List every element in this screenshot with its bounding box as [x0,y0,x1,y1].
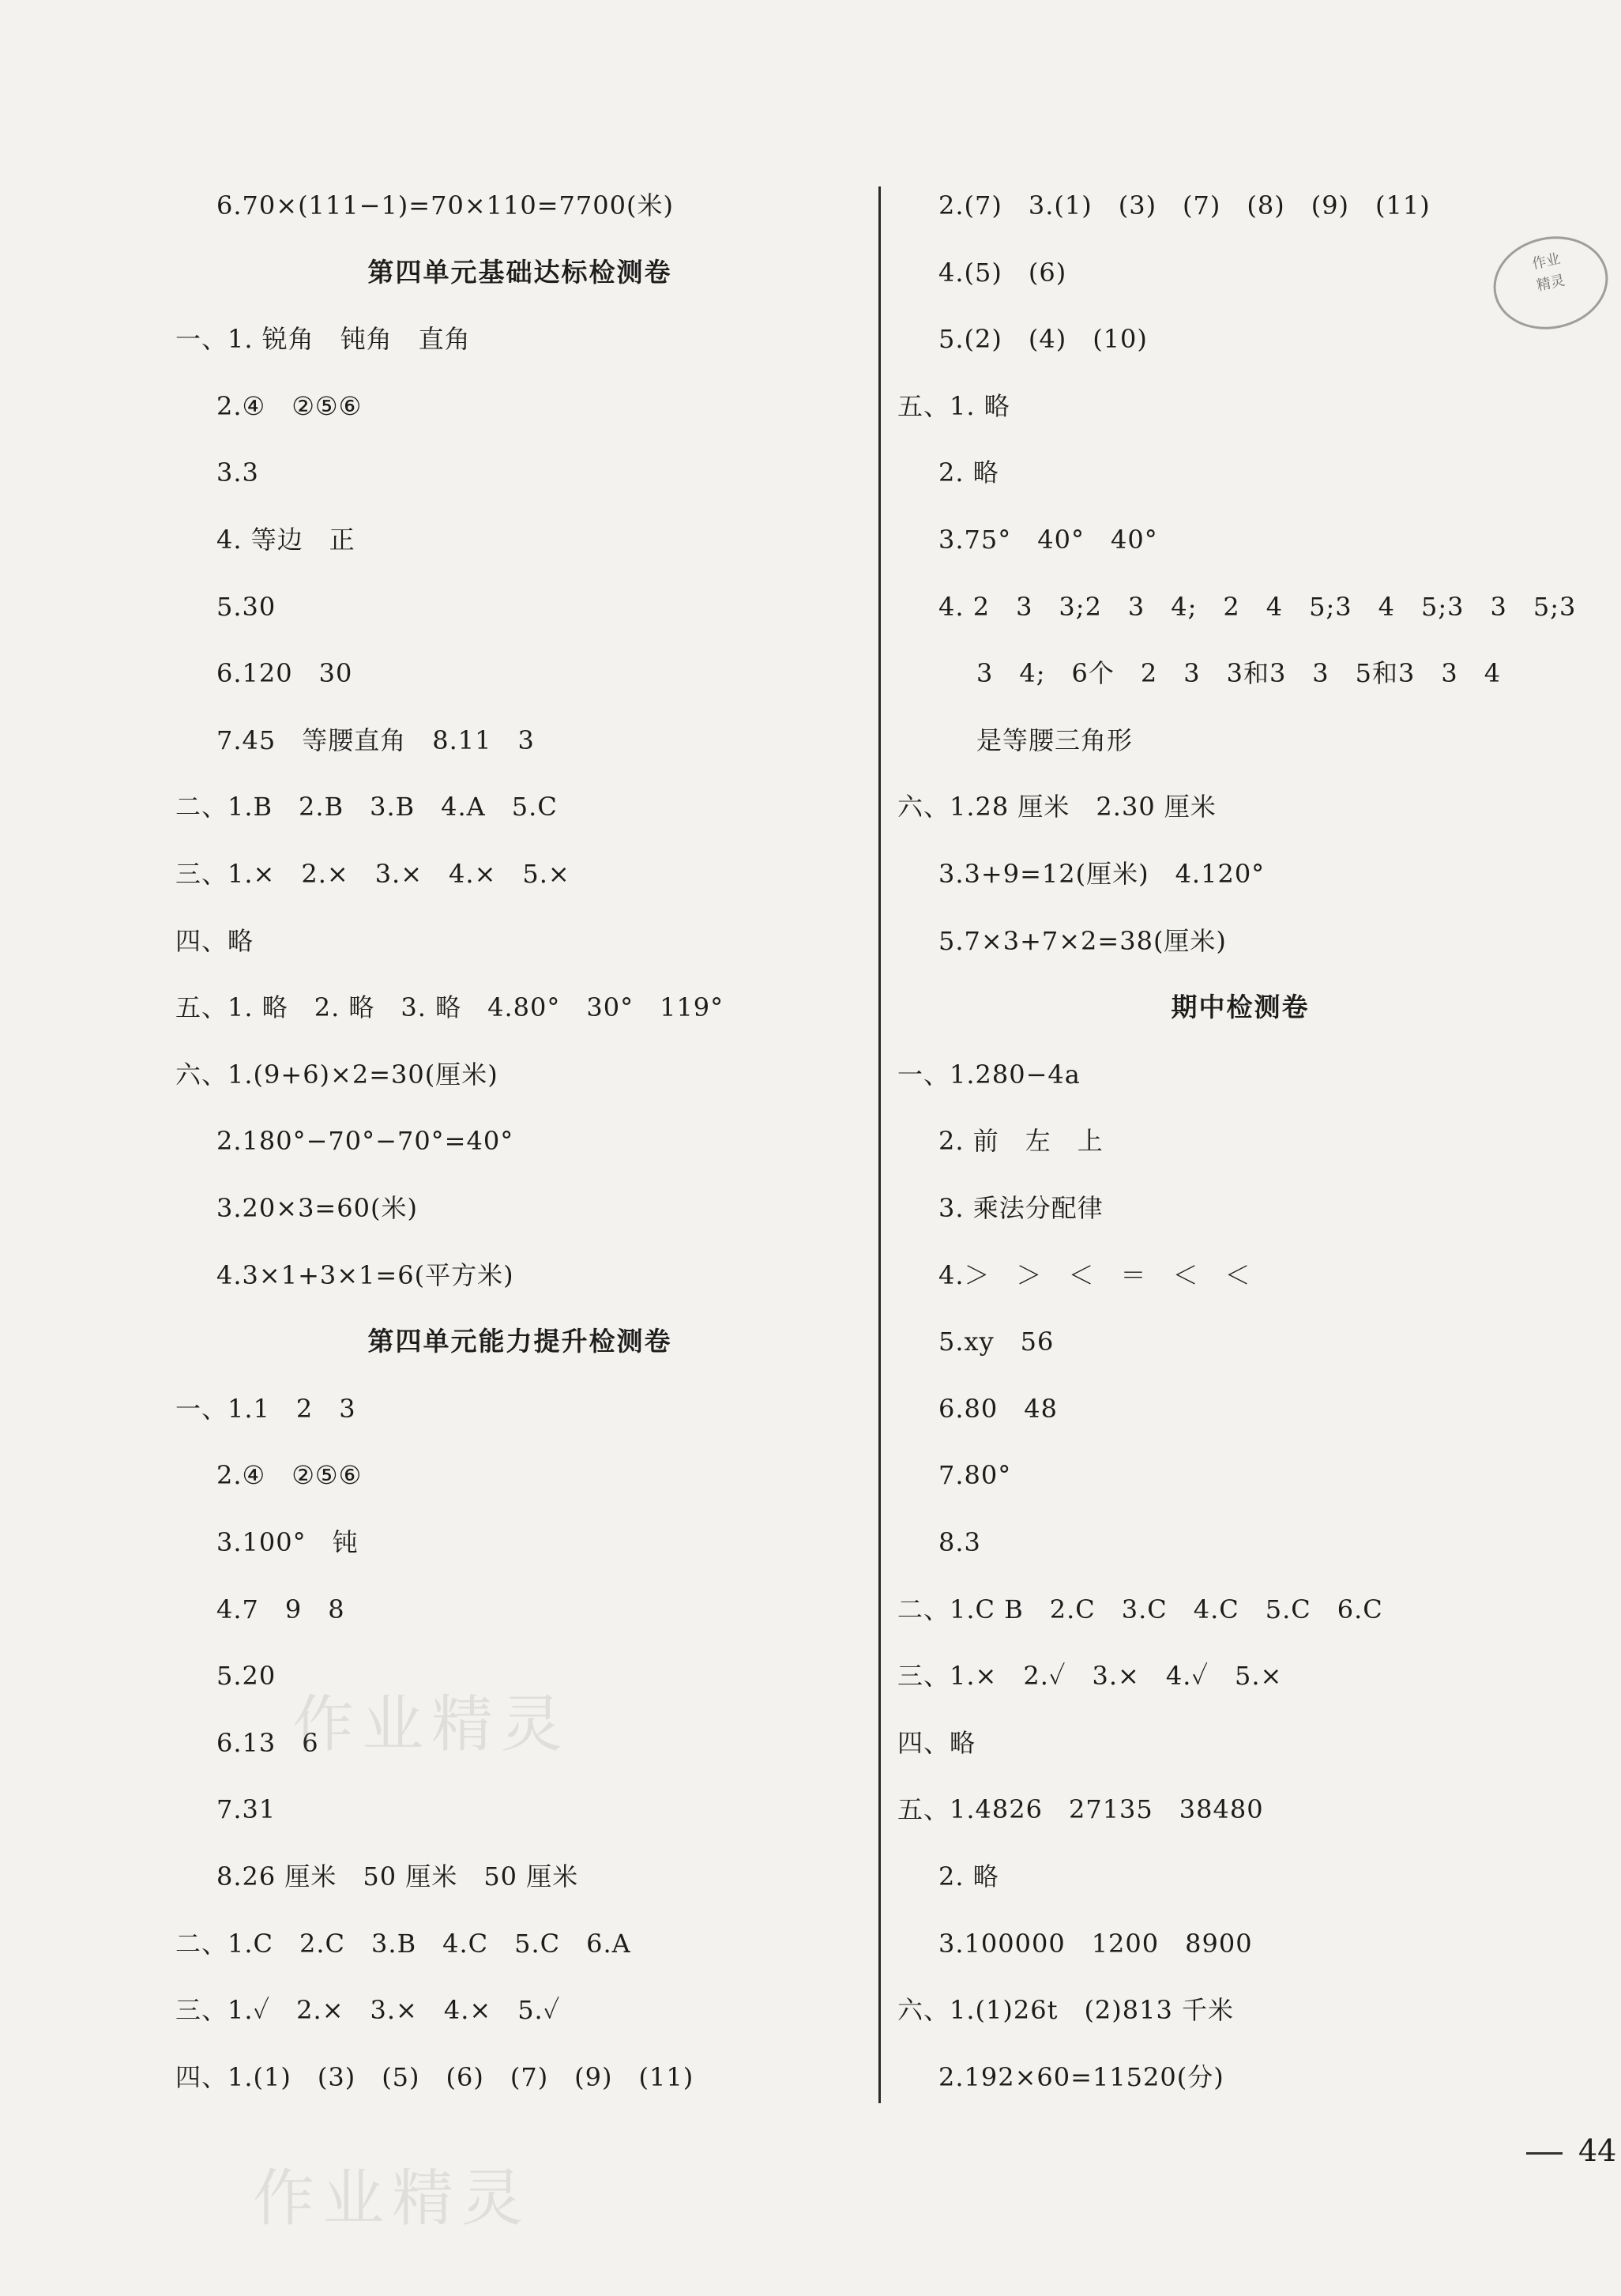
answer-line: 5.20 [216,1661,276,1692]
answer-line: 三、1.✓ 2.× 3.× 4.× 5.✓ [175,1995,561,2026]
stamp-bottom-text: 精灵 [1535,272,1566,295]
answer-line: 4. 2 3 3;2 3 4; 2 4 5;3 4 5;3 3 5;3 [938,591,1577,622]
answer-line: 2. 前 左 上 [938,1126,1104,1157]
answer-line: 5.7×3+7×2=38(厘米) [938,925,1227,956]
answer-line: 六、1.28 厘米 2.30 厘米 [897,792,1217,822]
answer-line: 2.180°−70°−70°=40° [216,1126,514,1157]
answer-line: 5.xy 56 [938,1327,1055,1357]
answer-line: 2. 略 [938,457,999,488]
watermark-text-bottom: 作业精灵 [253,2163,532,2234]
answer-line: 3.3 [216,457,259,488]
answer-line: 4.(5) (6) [938,257,1067,288]
answer-line: 四、1.(1) (3) (5) (6) (7) (9) (11) [175,2061,694,2092]
answer-line: 6.120 30 [216,658,353,689]
answer-line: 7.80° [938,1460,1012,1491]
answer-line: 四、略 [175,925,254,956]
answer-line: 3. 乘法分配律 [938,1193,1104,1223]
page-number: 44 [1578,2133,1617,2168]
column-divider [878,186,881,2103]
answer-line: 5.30 [216,591,276,622]
answer-line: 是等腰三角形 [976,725,1134,755]
answer-line: 四、略 [897,1727,976,1758]
section-heading: 第四单元基础达标检测卷 [367,256,672,288]
answer-line: 3.100000 1200 8900 [938,1928,1253,1959]
answer-line: 4.＞ ＞ ＜ ＝ ＜ ＜ [938,1259,1251,1290]
answer-line: 三、1.× 2.× 3.× 4.× 5.× [175,859,570,889]
answer-line: 3 4; 6个 2 3 3和3 3 5和3 3 4 [976,658,1502,689]
answer-line: 3.100° 钝 [216,1527,359,1557]
answer-line: 2. 略 [938,1861,999,1891]
stamp-top-text: 作业 [1530,250,1563,273]
answer-line: 3.75° 40° 40° [938,525,1158,555]
answer-line: 五、1.4826 27135 38480 [897,1794,1264,1825]
section-heading: 期中检测卷 [1171,992,1310,1023]
answer-line: 六、1.(1)26t (2)813 千米 [897,1995,1235,2026]
publisher-stamp [1485,226,1617,340]
answer-line: 二、1.C B 2.C 3.C 4.C 5.C 6.C [897,1594,1383,1624]
answer-line: 6.70×(111−1)=70×110=7700(米) [216,190,674,220]
answer-line: 6.13 6 [216,1727,319,1758]
watermark-text: 作业精灵 [292,1689,571,1760]
answer-line: 五、1. 略 2. 略 3. 略 4.80° 30° 119° [175,992,724,1023]
answer-line: 2.④ ②⑤⑥ [216,1460,363,1491]
answer-line: 5.(2) (4) (10) [938,324,1148,355]
answer-line: 3.20×3=60(米) [216,1193,418,1223]
section-heading: 第四单元能力提升检测卷 [367,1326,672,1357]
answer-line: 一、1.1 2 3 [175,1393,356,1424]
answer-line: 二、1.B 2.B 3.B 4.A 5.C [175,792,558,822]
page-number-dash [1526,2152,1563,2155]
answer-line: 4.7 9 8 [216,1594,345,1624]
answer-line: 一、1.280−4a [897,1059,1081,1090]
answer-line: 2.(7) 3.(1) (3) (7) (8) (9) (11) [938,190,1431,220]
answer-line: 六、1.(9+6)×2=30(厘米) [175,1059,498,1090]
answer-line: 3.3+9=12(厘米) 4.120° [938,859,1266,889]
answer-line: 五、1. 略 [897,390,1010,421]
answer-line: 二、1.C 2.C 3.B 4.C 5.C 6.A [175,1928,631,1959]
answer-line: 7.45 等腰直角 8.11 3 [216,725,535,755]
answer-line: 4.3×1+3×1=6(平方米) [216,1259,514,1290]
answer-line: 三、1.× 2.✓ 3.× 4.✓ 5.× [897,1661,1283,1692]
answer-line: 一、1. 锐角 钝角 直角 [175,324,471,355]
answer-line: 2.④ ②⑤⑥ [216,390,363,421]
answer-line: 2.192×60=11520(分) [938,2061,1224,2092]
answer-line: 4. 等边 正 [216,525,355,555]
answer-line: 6.80 48 [938,1393,1058,1424]
answer-line: 7.31 [216,1794,276,1825]
answer-line: 8.26 厘米 50 厘米 50 厘米 [216,1861,579,1891]
answer-line: 8.3 [938,1527,981,1557]
